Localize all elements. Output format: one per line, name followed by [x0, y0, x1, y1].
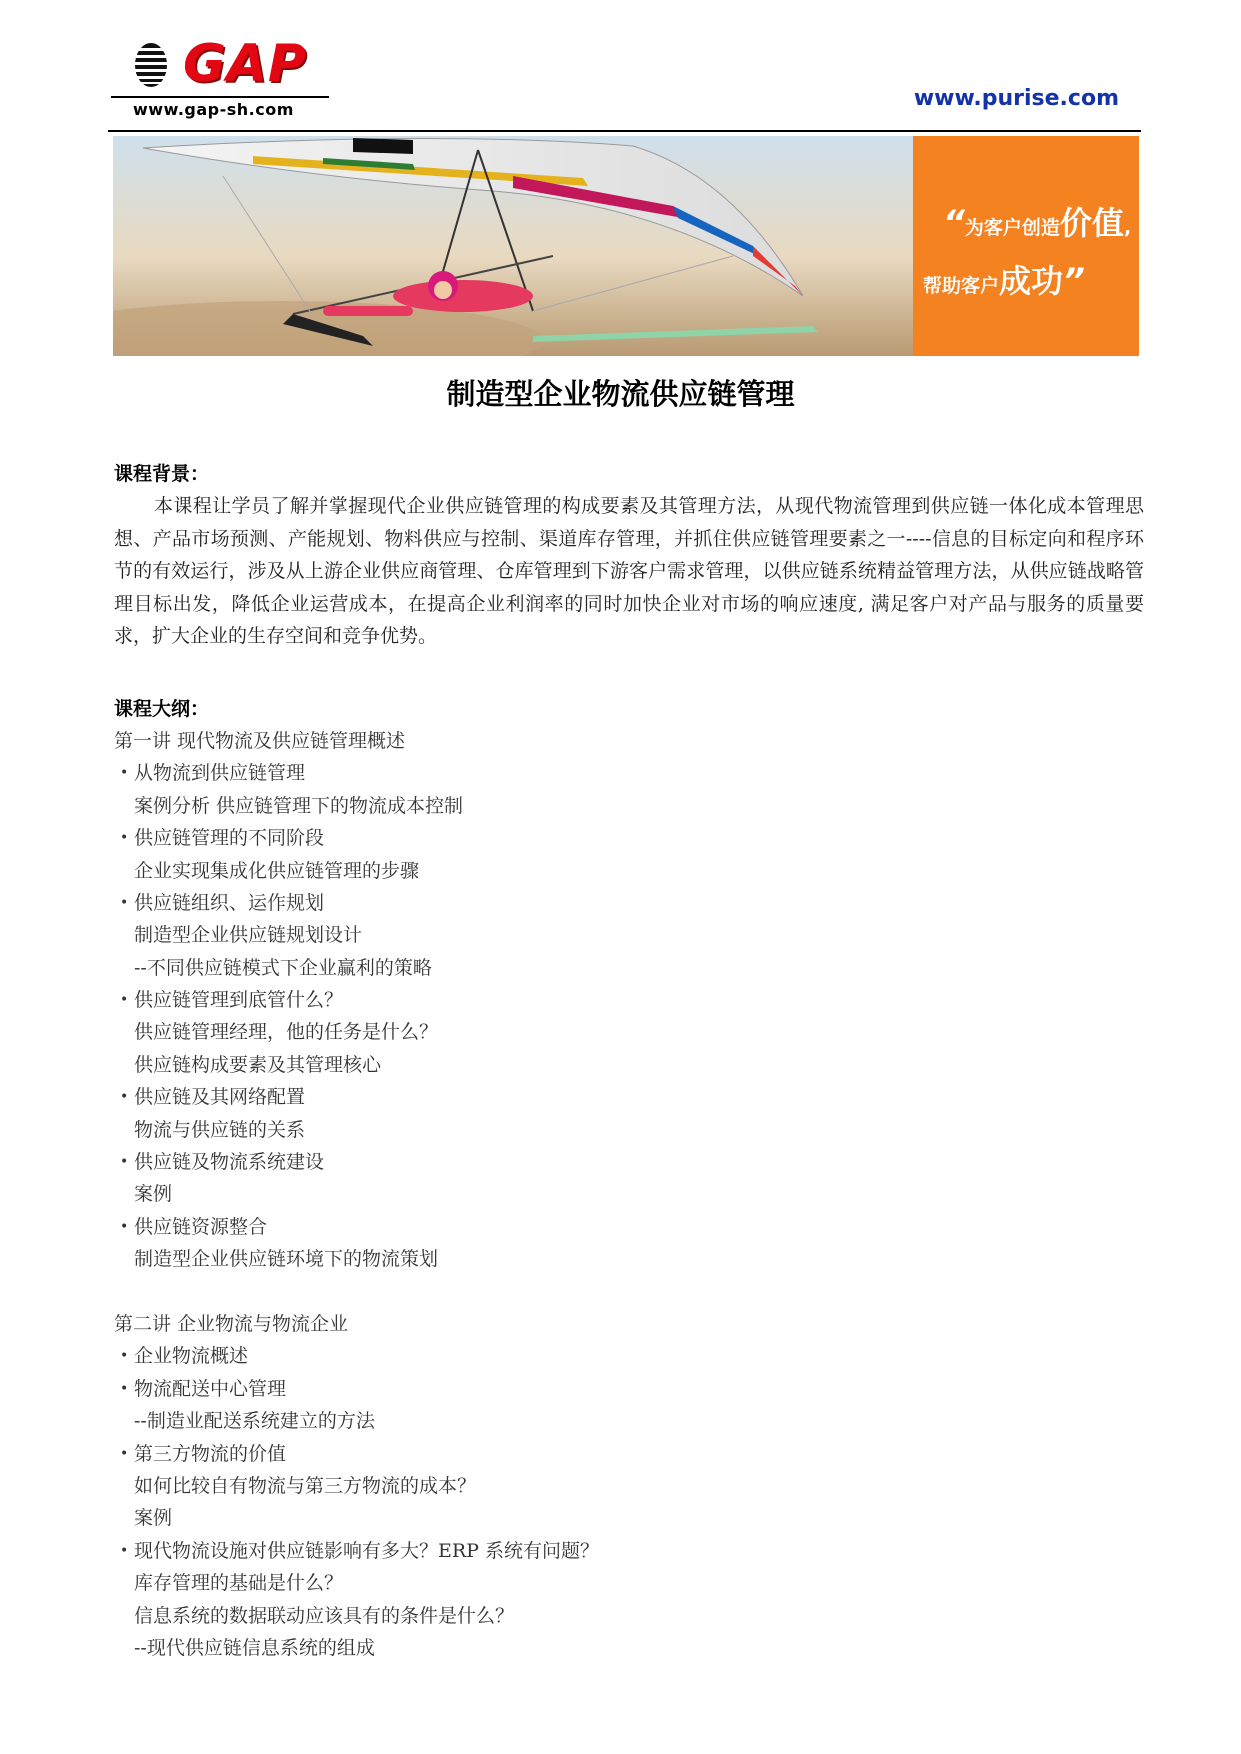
outline-sub-item: 案例	[134, 1183, 173, 1206]
outline-sub-item: 如何比较自有物流与第三方物流的成本？	[134, 1474, 477, 1497]
outline-lecture-title: 第二讲 企业物流与物流企业	[114, 1313, 349, 1335]
outline-sub-item: 案例分析 供应链管理下的物流成本控制	[134, 794, 464, 817]
outline-lecture-title: 第一讲 现代物流及供应链管理概述	[114, 729, 406, 752]
outline-bullet-item: • 现代物流设施对供应链影响有多大？ERP 系统有问题？	[114, 1535, 1144, 1567]
outline-bullet-item: • 供应链管理到底管什么？	[114, 984, 1144, 1016]
logo-divider	[111, 96, 329, 98]
page-header	[111, 30, 1141, 132]
slogan-line-2: 帮助客户成功”	[923, 261, 1085, 301]
outline-sub-item: 信息系统的数据联动应该具有的条件是什么？	[134, 1604, 515, 1627]
slogan-panel	[913, 136, 1139, 356]
outline-bullet-item: • 物流配送中心管理	[114, 1373, 1144, 1405]
outline-sub-item: --现代供应链信息系统的组成	[134, 1636, 375, 1659]
outline-sub-item: 企业实现集成化供应链管理的步骤	[134, 859, 420, 882]
open-quote-icon: “	[943, 203, 965, 243]
outline-sub-item: --制造业配送系统建立的方法	[134, 1410, 375, 1433]
outline-sub-item: 制造型企业供应链环境下的物流策划	[134, 1248, 439, 1271]
outline-sub-item: 供应链管理经理，他的任务是什么？	[134, 1021, 439, 1044]
document-title: 制造型企业物流供应链管理	[446, 377, 795, 411]
outline-sub-item: 库存管理的基础是什么？	[134, 1572, 344, 1595]
course-outline	[114, 725, 1144, 1664]
background-paragraph: 本课程让学员了解并掌握现代企业供应链管理的构成要素及其管理方法，从现代物流管理到供应链一体化成本管理思想、产品市场预测、产能规划、物料供应与控制、渠道库存管理，并抓住供应链管理要素之一----信息的目标定向和程序环节的有效运行，涉及从上游企业供应商管理、仓库管理到下游客户需求管理，以供应链系统精益管理方法，从供应链战略管理目标出发，降低企业运营成本，在提高企业利润率的同时加快企业对市场的响应速度, 满足客户对产品与服务的质量要求，扩大企业的生存空间和竞争优势。	[114, 495, 1144, 648]
outline-sub-item: 供应链构成要素及其管理核心	[134, 1053, 382, 1076]
document-body	[114, 458, 1144, 1664]
outline-bullet-item: • 供应链资源整合	[114, 1211, 1144, 1243]
gap-logo[interactable]	[111, 30, 329, 124]
outline-heading: 课程大纲：	[114, 697, 210, 720]
outline-bullet-item: • 供应链管理的不同阶段	[114, 822, 1144, 854]
close-quote-icon: ”	[1063, 261, 1085, 301]
slogan-line-1: “为客户创造价值,	[943, 203, 1132, 243]
outline-sub-item: 物流与供应链的关系	[134, 1118, 306, 1141]
outline-bullet-item: • 供应链及物流系统建设	[114, 1146, 1144, 1178]
outline-bullet-item: • 第三方物流的价值	[114, 1438, 1144, 1470]
outline-spacer	[114, 1276, 1144, 1308]
header-divider	[108, 130, 1141, 132]
background-heading: 课程背景：	[114, 463, 210, 485]
outline-bullet-item: • 企业物流概述	[114, 1340, 1144, 1372]
hero-banner	[113, 136, 1139, 356]
outline-bullet-item: • 供应链组织、运作规划	[114, 887, 1144, 919]
gap-logo-wordmark: GAP	[183, 34, 308, 94]
hang-glider-photo	[113, 136, 913, 356]
gap-site-link[interactable]: www.gap-sh.com	[133, 100, 294, 119]
outline-bullet-item: • 供应链及其网络配置	[114, 1081, 1144, 1113]
outline-sub-item: --不同供应链模式下企业赢利的策略	[134, 956, 432, 979]
outline-sub-item: 制造型企业供应链规划设计	[134, 924, 363, 947]
outline-bullet-item: • 从物流到供应链管理	[114, 757, 1144, 789]
purise-site-link[interactable]: www.purise.com	[913, 86, 1119, 111]
gap-globe-icon	[133, 40, 169, 90]
outline-sub-item: 案例	[134, 1507, 173, 1530]
